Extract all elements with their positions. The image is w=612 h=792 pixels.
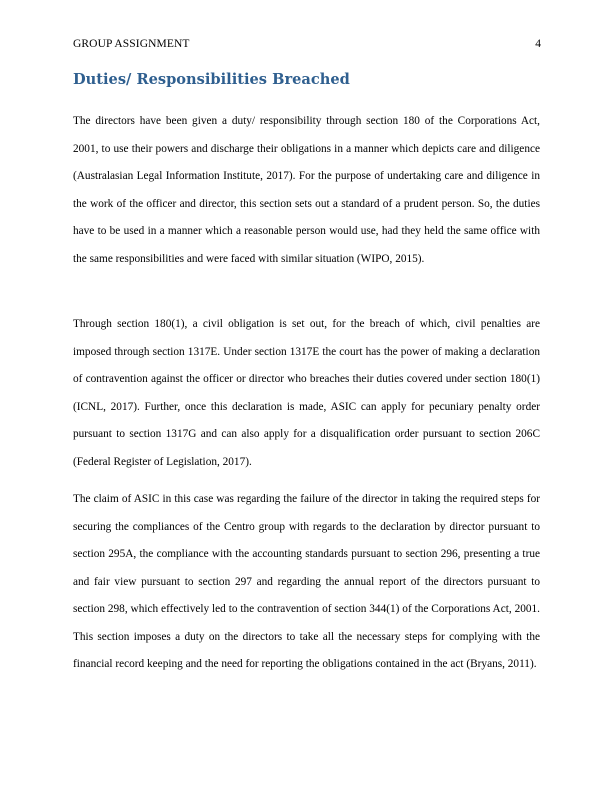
body-paragraph-1: The directors have been given a duty/ responsibility through section 180 of the Corporations Act, 2001, to use their powers and discharge their obligations in a manner which depicts care and diligence (Australasian Legal Information Institute, 2017). For the purpose of undertaking care and diligence in the work of the officer and director, this section sets out a standard of a prudent person. So, the duties have to be used in a manner which a reasonable person would use, had they held the same office with the same responsibilities and were faced with similar situation (WIPO, 2015). [73, 115, 540, 265]
running-header [73, 36, 541, 52]
section-heading: Duties/ Responsibilities Breached [73, 71, 350, 88]
running-head-title: GROUP ASSIGNMENT [73, 38, 190, 50]
body-paragraph-2: Through section 180(1), a civil obligation is set out, for the breach of which, civil penalties are imposed through section 1317E. Under section 1317E the court has the power of making a declaration of contravention against the officer or director who breaches their duties covered under section 180(1) (ICNL, 2017). Further, once this declaration is made, ASIC can apply for pecuniary penalty order pursuant to section 1317G and can also apply for a disqualification order pursuant to section 206C (Federal Register of Legislation, 2017). [73, 318, 540, 468]
page-number: 4 [535, 38, 541, 50]
body-paragraph-3: The claim of ASIC in this case was regarding the failure of the director in taking the required steps for securing the compliances of the Centro group with regards to the declaration by director pursuant to section 295A, the compliance with the accounting standards pursuant to section 296, presenting a true and fair view pursuant to section 297 and regarding the annual report of the directors pursuant to section 298, which effectively led to the contravention of section 344(1) of the Corporations Act, 2001. This section imposes a duty on the directors to take all the necessary steps for complying with the financial record keeping and the need for reporting the obligations contained in the act (Bryans, 2011). [73, 493, 540, 670]
